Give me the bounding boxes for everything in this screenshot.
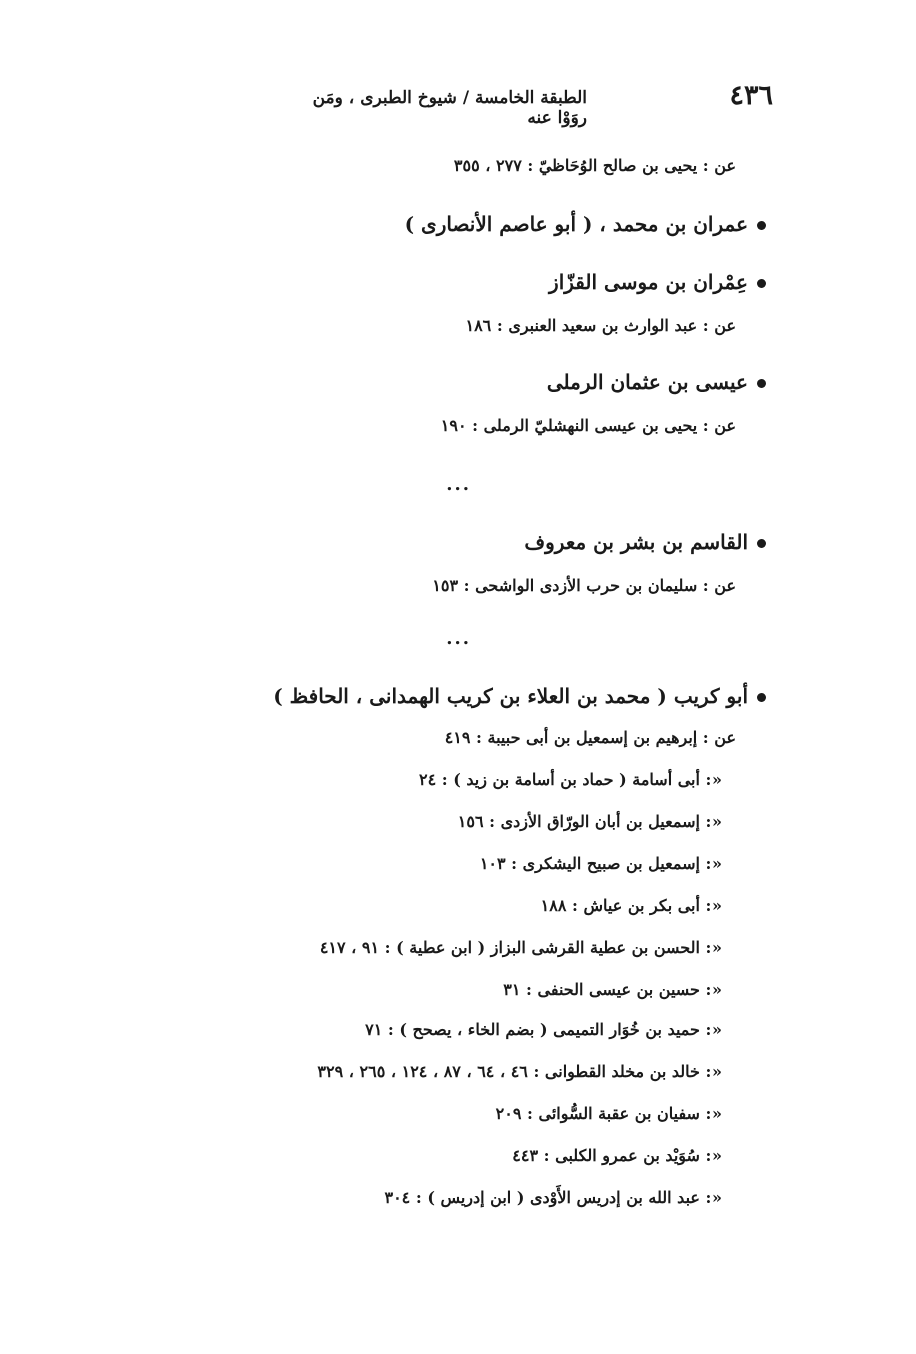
- ditto-mark: «: [712, 980, 722, 999]
- ditto-mark: «: [712, 938, 722, 957]
- narration-line: عن : إبرهيم بن إسمعيل بن أبى حبيبة : ٤١٩: [444, 728, 736, 747]
- narration-line: [419, 770, 722, 789]
- entry-heading: [524, 530, 766, 554]
- ditto-mark: «: [712, 770, 722, 789]
- ditto-mark: «: [712, 896, 722, 915]
- bullet-icon: [757, 379, 766, 388]
- narration-line: [503, 980, 722, 999]
- entry-name: القاسم بن بشر بن معروف: [524, 530, 748, 554]
- entry-heading: [273, 684, 766, 708]
- entry-name: أبو كريب ( محمد بن العلاء بن كريب الهمدانى ، الحافظ ): [273, 684, 748, 708]
- narration-line: عن : يحيى بن صالح الوُحَاظيّ : ٢٧٧ ، ٣٥٥: [453, 156, 736, 175]
- narration-text: : إسمعيل بن أبان الورّاق الأزدى : ١٥٦: [457, 812, 712, 831]
- ellipsis: ...: [446, 628, 471, 649]
- narration-text: : أبى بكر بن عياش : ١٨٨: [540, 896, 712, 915]
- narration-line: عن : يحيى بن عيسى النهشليّ الرملى : ١٩٠: [440, 416, 736, 435]
- ditto-mark: «: [712, 1062, 722, 1081]
- ditto-mark: «: [712, 1146, 722, 1165]
- ditto-mark: «: [712, 812, 722, 831]
- narration-line: [480, 854, 722, 873]
- entry-name: عِمْران بن موسى القزّاز: [549, 270, 748, 294]
- page-number: ٤٣٦: [729, 80, 773, 111]
- narration-line: عن : سليمان بن حرب الأزدى الواشحى : ١٥٣: [432, 576, 736, 595]
- narration-line: [317, 1062, 722, 1081]
- narration-line: [384, 1188, 722, 1207]
- bullet-icon: [757, 693, 766, 702]
- narration-line: [496, 1104, 722, 1123]
- ditto-mark: «: [712, 1188, 722, 1207]
- entry-name: عيسى بن عثمان الرملى: [546, 370, 748, 394]
- bullet-icon: [757, 221, 766, 230]
- narration-text: : سفيان بن عقبة السُّوائى : ٢٠٩: [495, 1104, 712, 1123]
- narration-text: : خالد بن مخلد القطوانى : ٤٦ ، ٦٤ ، ٨٧ ، ١٢٤ ، ٢٦٥ ، ٣٢٩: [317, 1062, 712, 1081]
- narration-text: : حميد بن خُوَار التميمى ( بضم الخاء ، يصحح ) : ٧١: [365, 1020, 712, 1039]
- narration-text: : عبد الله بن إدريس الأَوْدى ( ابن إدريس ) : ٣٠٤: [384, 1188, 712, 1207]
- entry-name: عمران بن محمد ، ( أبو عاصم الأنصارى ): [404, 212, 748, 236]
- narration-line: [541, 896, 722, 915]
- narration-line: [365, 1020, 722, 1039]
- entry-heading: [405, 212, 766, 236]
- narration-text: : الحسن بن عطية القرشى البزاز ( ابن عطية ) : ٩١ ، ٤١٧: [319, 938, 712, 957]
- running-header: الطبقة الخامسة / شيوخ الطبرى ، ومَن روَوْا عنه: [312, 88, 587, 128]
- narration-line: [458, 812, 722, 831]
- narration-line: عن : عبد الوارث بن سعيد العنبرى : ١٨٦: [465, 316, 736, 335]
- narration-text: : حسين بن عيسى الحنفى : ٣١: [503, 980, 712, 999]
- bullet-icon: [757, 539, 766, 548]
- ditto-mark: «: [712, 854, 722, 873]
- entry-heading: [547, 370, 766, 394]
- narration-text: : أبى أسامة ( حماد بن أسامة بن زيد ) : ٢٤: [419, 770, 712, 789]
- narration-text: : إسمعيل بن صبيح اليشكرى : ١٠٣: [479, 854, 712, 873]
- ditto-mark: «: [712, 1104, 722, 1123]
- entry-heading: [549, 270, 766, 294]
- ellipsis: ...: [446, 474, 471, 495]
- narration-line: [512, 1146, 722, 1165]
- narration-text: : سُوَيْد بن عمرو الكلبى : ٤٤٣: [512, 1146, 712, 1165]
- bullet-icon: [757, 279, 766, 288]
- ditto-mark: «: [712, 1020, 722, 1039]
- narration-line: [320, 938, 722, 957]
